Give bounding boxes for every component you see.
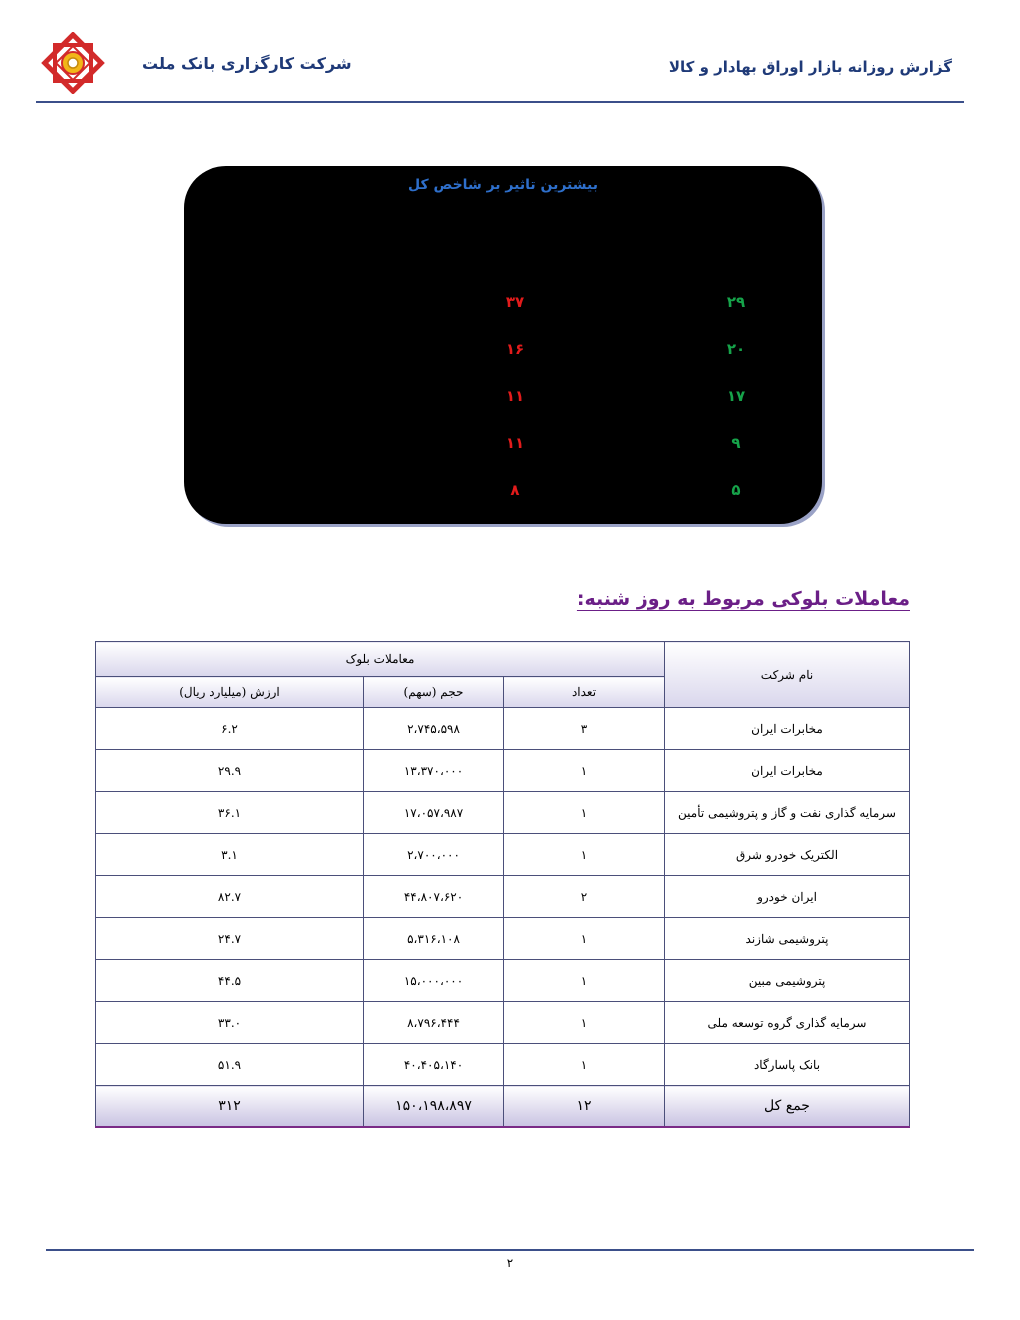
volume-cell: ۴۰،۴۰۵،۱۴۰ [364,1044,504,1086]
total-row [96,1086,910,1128]
table-row [96,960,910,1002]
positive-impact-value: ۲۰ [726,340,746,358]
value-cell: ۲۹.۹ [96,750,364,792]
negative-impact-value: ۱۱ [505,434,525,452]
header-divider [36,101,964,103]
volume-cell: ۵،۳۱۶،۱۰۸ [364,918,504,960]
company-cell: الکتریک خودرو شرق [665,834,910,876]
count-cell: ۲ [504,876,665,918]
panel-title: بیشترین تاثیر بر شاخص کل [407,177,598,193]
table-row [96,708,910,750]
positive-impact-value: ۵ [731,481,741,499]
company-cell: مخابرات ایران [665,750,910,792]
company-cell: سرمایه گذاری گروه توسعه ملی [665,1002,910,1044]
bank-mellat-logo-icon [40,32,106,94]
count-cell: ۱ [504,750,665,792]
header-volume: حجم (سهم) [364,677,504,708]
count-cell: ۳ [504,708,665,750]
count-cell: ۱ [504,792,665,834]
negative-impact-value: ۱۶ [505,340,525,358]
value-cell: ۸۲.۷ [96,876,364,918]
positive-impact-value: ۱۷ [726,387,746,405]
positive-impact-value: ۹ [731,434,741,452]
volume-cell: ۴۴،۸۰۷،۶۲۰ [364,876,504,918]
positive-impact-value: ۲۹ [726,293,746,311]
count-cell: ۱ [504,834,665,876]
total-label: جمع کل [665,1086,910,1128]
value-cell: ۶.۲ [96,708,364,750]
header-count: تعداد [504,677,665,708]
volume-cell: ۱۷،۰۵۷،۹۸۷ [364,792,504,834]
block-trades-table [95,641,910,1128]
negative-impact-value: ۸ [510,481,520,499]
count-cell: ۱ [504,1002,665,1044]
report-title: گزارش روزانه بازار اوراق بهادار و کالا [668,58,952,76]
value-cell: ۳۳.۰ [96,1002,364,1044]
table-row [96,918,910,960]
total-value: ۳۱۲ [96,1086,364,1128]
table-row [96,876,910,918]
value-cell: ۳۶.۱ [96,792,364,834]
company-cell: بانک پاسارگاد [665,1044,910,1086]
volume-cell: ۱۵،۰۰۰،۰۰۰ [364,960,504,1002]
table-row [96,1044,910,1086]
count-cell: ۱ [504,1044,665,1086]
table-row [96,1002,910,1044]
volume-cell: ۲،۷۰۰،۰۰۰ [364,834,504,876]
block-trades-heading: معاملات بلوکی مربوط به روز شنبه: [576,588,910,610]
company-name: شرکت کارگزاری بانک ملت [142,54,352,73]
header-value: ارزش (میلیارد ریال) [96,677,364,708]
total-volume: ۱۵۰،۱۹۸،۸۹۷ [364,1086,504,1128]
table-row [96,834,910,876]
value-cell: ۳.۱ [96,834,364,876]
company-cell: مخابرات ایران [665,708,910,750]
volume-cell: ۸،۷۹۶،۴۴۴ [364,1002,504,1044]
page-number: ۲ [506,1256,514,1270]
header-company: نام شرکت [665,642,910,708]
index-impact-panel [184,166,822,524]
total-count: ۱۲ [504,1086,665,1128]
negative-impact-value: ۱۱ [505,387,525,405]
negative-impact-value: ۳۷ [505,293,525,311]
volume-cell: ۲،۷۴۵،۵۹۸ [364,708,504,750]
value-cell: ۵۱.۹ [96,1044,364,1086]
company-cell: سرمایه گذاری نفت و گاز و پتروشیمی تأمین [665,792,910,834]
company-cell: پتروشیمی مبین [665,960,910,1002]
header-block-group: معاملات بلوک [96,642,665,677]
company-cell: پتروشیمی شازند [665,918,910,960]
table-row [96,750,910,792]
footer-divider [46,1249,974,1251]
volume-cell: ۱۳،۳۷۰،۰۰۰ [364,750,504,792]
value-cell: ۲۴.۷ [96,918,364,960]
company-cell: ایران خودرو [665,876,910,918]
count-cell: ۱ [504,918,665,960]
table-row [96,792,910,834]
count-cell: ۱ [504,960,665,1002]
value-cell: ۴۴.۵ [96,960,364,1002]
